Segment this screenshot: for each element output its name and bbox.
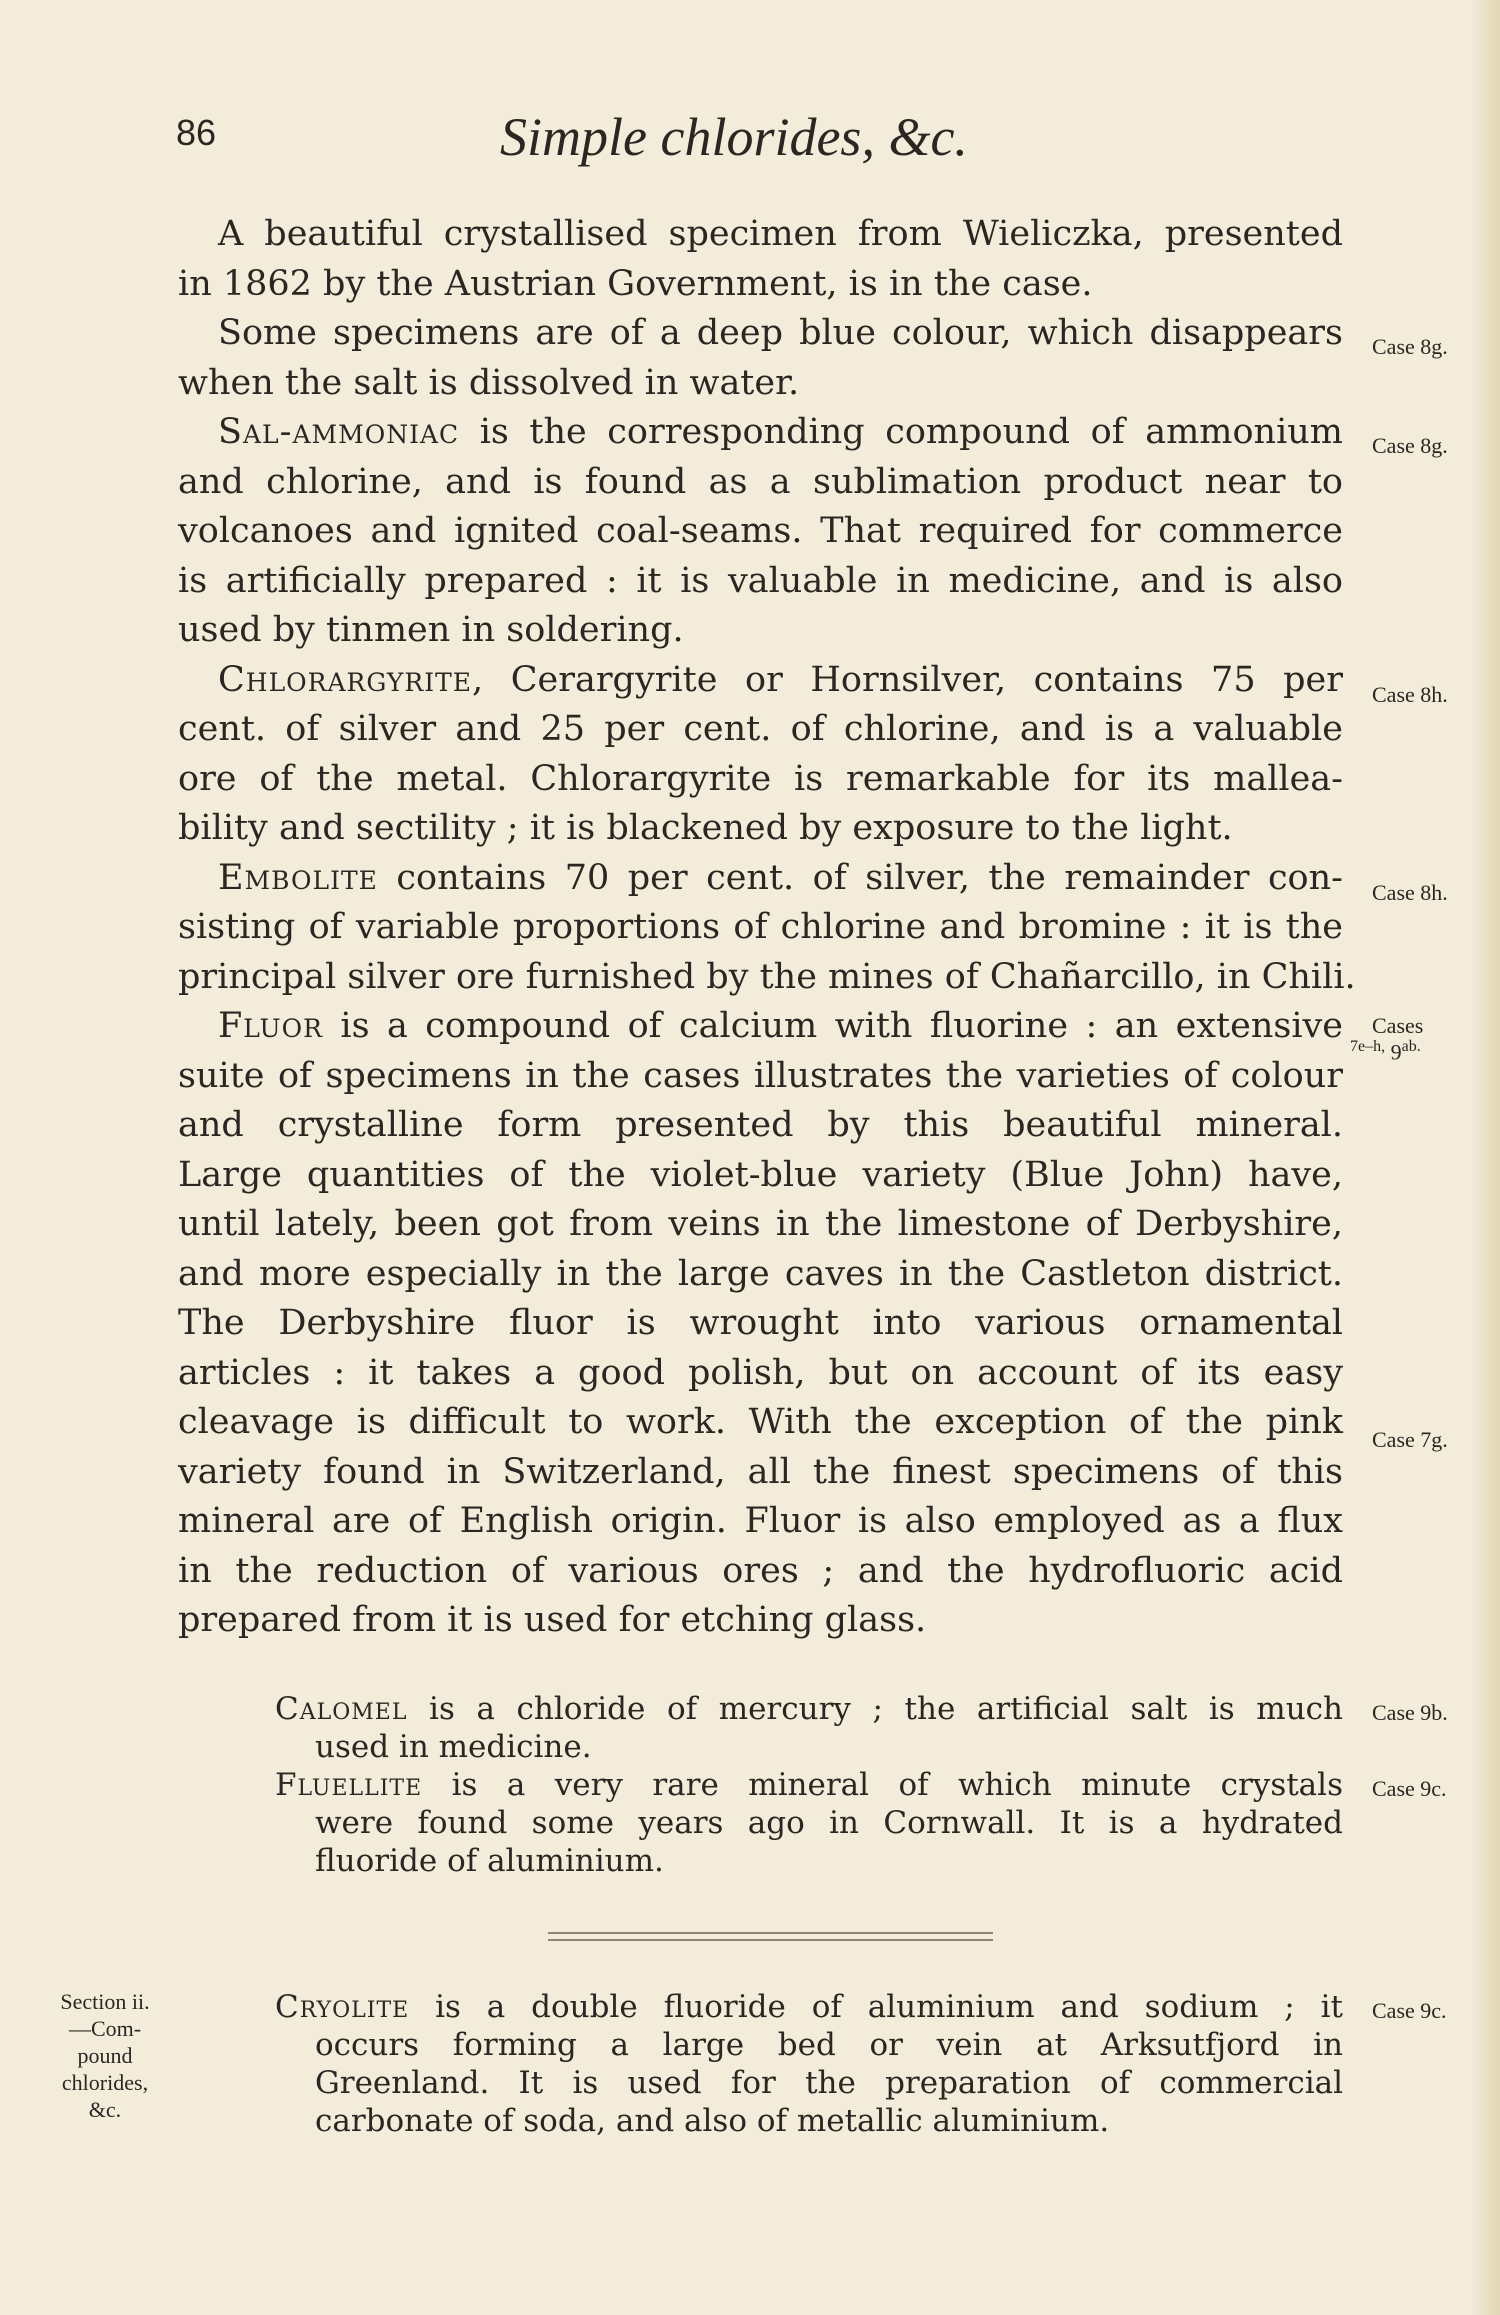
text-line: principal silver ore furnished by the mines of Chañarcillo, in Chili. [178,956,1356,997]
mineral-name-fluor: Fluor [218,1006,323,1046]
mineral-name-embolite: Embolite [218,857,378,898]
text-line: The Derbyshire fluor is wrought into various ornamental [178,1303,1343,1343]
text-line: cent. of silver and 25 per cent. of chlorine, and is a valuable [178,709,1343,749]
mineral-name-calomel: Calomel [275,1691,408,1727]
case-reference: Case 8h. [1372,880,1448,905]
section-divider-rule [548,1932,993,1934]
text-line: Cryolite is a double fluoride of aluminium and sodium ; it [275,1989,1343,2025]
mineral-name-fluellite: Fluellite [275,1767,423,1803]
text-line: Embolite contains 70 per cent. of silver, the remainder con- [218,857,1343,898]
case-reference: Case 9c. [1372,1776,1447,1801]
main-text-block [178,210,1356,1646]
text-line: and chlorine, and is found as a sublimation product near to [178,461,1343,502]
text-line: in 1862 by the Austrian Government, is in the case. [178,263,1093,304]
cryolite-block [275,1988,1343,2140]
page-header [0,107,1500,172]
text-line: used by tinmen in soldering. [178,610,684,650]
text-line: is artificially prepared : it is valuable in medicine, and is also [178,560,1343,601]
text-line: suite of specimens in the cases illustrates the varieties of colour [178,1055,1343,1096]
text-line: Chlorargyrite, Cerargyrite or Hornsilver, contains 75 per [218,659,1343,700]
case-reference: Case 7g. [1372,1427,1448,1452]
case-reference: $^{7e-h,}$ $9^{ab.}$ [1350,1038,1421,1065]
text-line: variety found in Switzerland, all the finest specimens of this [178,1451,1343,1492]
text-line: articles : it takes a good polish, but on account of its easy [178,1352,1343,1393]
case-reference: Case 8g. [1372,334,1448,359]
case-reference: Cases [1372,1013,1424,1038]
case-reference: Case 8g. [1372,433,1448,458]
text-line: fluoride of aluminium. [315,1843,664,1879]
text-line: and crystalline form presented by this beautiful mineral. [178,1105,1343,1145]
text-line: occurs forming a large bed or vein at Arksutfjord in [315,2027,1343,2063]
section-margin-note: Section ii. —Com- pound chlorides, &c. [60,1989,150,2122]
page-edge-shadow [1470,0,1500,2315]
mineral-name-cryolite: Cryolite [275,1989,410,2025]
text-line: prepared from it is used for etching glass. [178,1600,927,1640]
text-line: Fluor is a compound of calcium with fluorine : an extensive [218,1006,1343,1046]
text-line: volcanoes and ignited coal-seams. That required for commerce [178,511,1343,551]
text-line: cleavage is difficult to work. With the exception of the pink [178,1402,1343,1442]
mineral-name-chlorargyrite: Chlorargyrite [218,659,473,700]
text-line: A beautiful crystallised specimen from Wieliczka, presented [218,214,1343,254]
section-divider-rule [548,1939,993,1941]
text-line: Large quantities of the violet-blue variety (Blue John) have, [178,1154,1343,1195]
small-print-block [275,1690,1343,1880]
case-reference: Case 8h. [1372,682,1448,707]
text-line: were found some years ago in Cornwall. It is a hydrated [315,1805,1343,1841]
text-line: carbonate of soda, and also of metallic aluminium. [315,2103,1110,2139]
case-reference: Case 9c. [1372,1998,1447,2023]
running-title: Simple chlorides, &c. [500,107,968,167]
text-line: Fluellite is a very rare mineral of which minute crystals [275,1767,1343,1803]
case-reference: Case 9b. [1372,1700,1448,1725]
text-line: in the reduction of various ores ; and the hydrofluoric acid [178,1550,1343,1591]
text-line: used in medicine. [315,1729,592,1765]
text-line: ore of the metal. Chlorargyrite is remarkable for its mallea- [178,758,1343,799]
text-line: and more especially in the large caves in the Castleton district. [178,1253,1343,1294]
text-line: when the salt is dissolved in water. [178,362,800,403]
mineral-name-sal-ammoniac: Sal-ammoniac [218,412,460,452]
text-line: until lately, been got from veins in the limestone of Derbyshire, [178,1204,1343,1244]
page-number: 86 [176,112,217,153]
text-line: Greenland. It is used for the preparation of commercial [315,2065,1343,2101]
text-line: sisting of variable proportions of chlorine and bromine : it is the [178,907,1343,947]
text-line: Sal-ammoniac is the corresponding compound of ammonium [218,412,1343,452]
text-line: mineral are of English origin. Fluor is also employed as a flux [178,1501,1343,1541]
text-line: bility and sectility ; it is blackened by exposure to the light. [178,808,1233,848]
text-line: Calomel is a chloride of mercury ; the artificial salt is much [275,1691,1343,1727]
text-line: Some specimens are of a deep blue colour, which disappears [218,313,1343,353]
